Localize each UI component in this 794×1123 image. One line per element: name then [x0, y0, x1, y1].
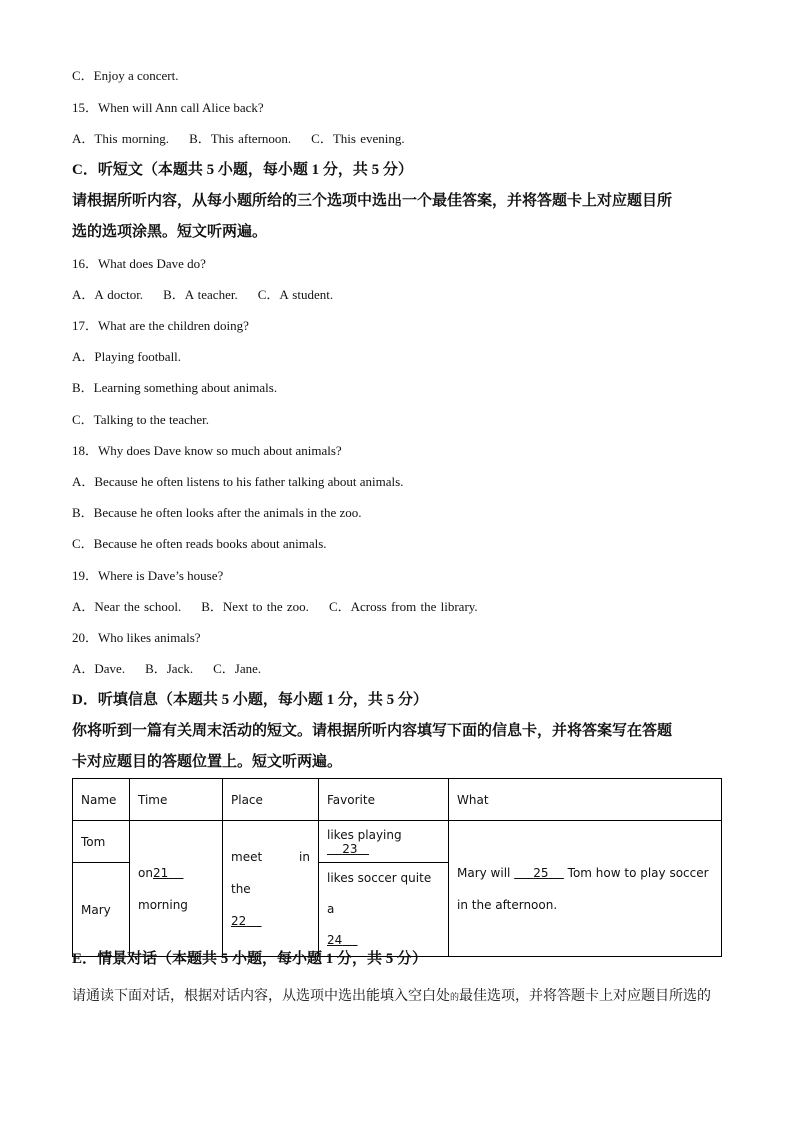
header-name: Name — [73, 779, 130, 821]
section-e-instruction-sup: 的 — [450, 992, 460, 1002]
blank-25: 25 — [533, 865, 549, 880]
q20-option-c: C．Jane. — [213, 661, 262, 676]
place-text: meet in the — [231, 849, 310, 896]
q16-option-b: B．A teacher. — [163, 287, 238, 302]
section-e-instruction-a: 请通读下面对话，根据对话内容，从选项中选出能填入空白处 — [72, 989, 450, 1004]
header-time: Time — [130, 779, 223, 821]
cell-time — [130, 821, 223, 957]
time-prefix: on — [138, 865, 153, 880]
q20-option-a: A．Dave. — [72, 661, 126, 676]
cell-name-mary: Mary — [73, 863, 130, 957]
q16-option-c: C．A student. — [257, 287, 334, 302]
q17-option-b: B．Learning something about animals. — [72, 380, 278, 395]
section-e-title: E．情景对话（本题共 5 小题，每小题 1 分，共 5 分） — [72, 951, 428, 967]
table-header-row — [73, 779, 722, 821]
q15-option-c: C．This evening. — [311, 131, 405, 146]
table-row-tom — [73, 821, 722, 863]
q19-option-c: C．Across from the library. — [328, 599, 478, 614]
section-d-instruction-1: 你将听到一篇有关周末活动的短文。请根据所听内容填写下面的信息卡，并将答案写在答题 — [72, 723, 673, 739]
what-suffix: Tom how to play soccer in the afternoon. — [457, 865, 709, 912]
q15-options — [72, 130, 405, 148]
section-d-title: D．听填信息（本题共 5 小题，每小题 1 分，共 5 分） — [72, 692, 428, 708]
section-e-instruction-b: 最佳选项，并将答题卡上对应题目所选的 — [459, 989, 712, 1004]
q15-option-a: A．This morning. — [72, 131, 170, 146]
q17-option-c: C．Talking to the teacher. — [72, 412, 209, 427]
header-place: Place — [223, 779, 319, 821]
section-d-instruction-2: 卡对应题目的答题位置上。短文听两遍。 — [72, 754, 343, 770]
q19-question: 19．Where is Dave’s house? — [72, 568, 224, 583]
q19-option-b: B．Next to the zoo. — [201, 599, 309, 614]
cell-favorite-mary — [319, 863, 449, 957]
q20-question: 20．Who likes animals? — [72, 630, 201, 645]
q19-options — [72, 598, 478, 616]
cell-place — [223, 821, 319, 957]
time-suffix: morning — [138, 897, 188, 912]
cell-favorite-tom — [319, 821, 449, 863]
cell-name-tom: Tom — [73, 821, 130, 863]
q17-question: 17．What are the children doing? — [72, 318, 249, 333]
q15-question: 15．When will Ann call Alice back? — [72, 100, 264, 115]
blank-24: 24 — [327, 933, 343, 947]
q19-option-a: A．Near the school. — [72, 599, 182, 614]
q18-question: 18．Why does Dave know so much about animals? — [72, 443, 342, 458]
cell-what — [449, 821, 722, 957]
info-card-table — [72, 778, 722, 957]
blank-22: 22 — [231, 913, 247, 928]
q20-option-b: B．Jack. — [145, 661, 194, 676]
header-favorite: Favorite — [319, 779, 449, 821]
blank-21: 21 — [152, 865, 169, 880]
q14-option-c: C．Enjoy a concert. — [72, 68, 179, 83]
q16-question: 16．What does Dave do? — [72, 256, 206, 271]
q15-option-b: B．This afternoon. — [189, 131, 292, 146]
section-c-instruction-1: 请根据所听内容，从每小题所给的三个选项中选出一个最佳答案，并将答题卡上对应题目所 — [72, 193, 673, 209]
what-prefix: Mary will — [457, 865, 511, 880]
blank-23: 23 — [342, 841, 358, 856]
q16-option-a: A．A doctor. — [72, 287, 144, 302]
q20-options — [72, 660, 261, 678]
section-e-instruction — [72, 988, 711, 1006]
q18-option-b: B．Because he often looks after the animals in the zoo. — [72, 505, 362, 520]
section-c-title: C．听短文（本题共 5 小题，每小题 1 分，共 5 分） — [72, 162, 413, 178]
section-c-instruction-2: 选的选项涂黑。短文听两遍。 — [72, 224, 268, 240]
fav-tom-text: likes playing — [327, 827, 402, 842]
fav-mary-text: likes soccer quite a — [327, 871, 432, 916]
q18-option-a: A．Because he often listens to his father talking about animals. — [72, 474, 404, 489]
q16-options — [72, 286, 333, 304]
header-what: What — [449, 779, 722, 821]
q18-option-c: C．Because he often reads books about animals. — [72, 536, 327, 551]
q17-option-a: A．Playing football. — [72, 349, 182, 364]
